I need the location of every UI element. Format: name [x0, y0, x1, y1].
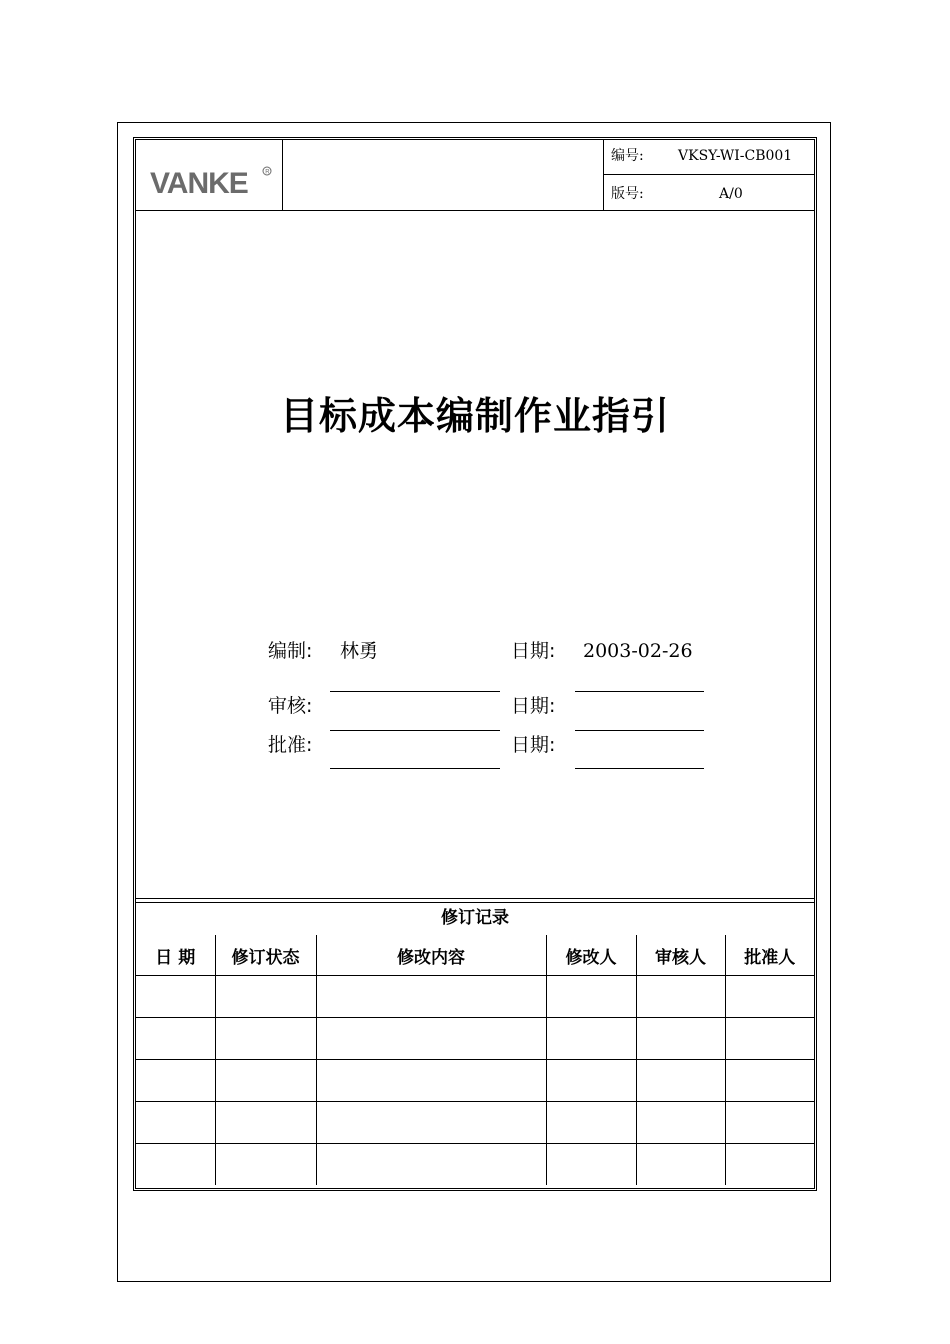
col-header-modified-by: 修改人	[546, 935, 636, 976]
prepared-date-label: 日期:	[511, 640, 556, 662]
table-cell	[636, 1060, 725, 1102]
revision-divider-bottom	[136, 902, 814, 903]
table-cell	[546, 1144, 636, 1186]
table-cell	[215, 1144, 316, 1186]
table-cell	[136, 1018, 215, 1060]
table-cell	[725, 1060, 814, 1102]
revision-record-title: 修订记录	[441, 908, 509, 928]
prepared-date-value: 2003-02-26	[583, 640, 693, 662]
approved-name-underline	[330, 768, 500, 769]
approved-date-underline	[575, 768, 704, 769]
reviewed-name-underline	[330, 730, 500, 731]
table-cell	[636, 1102, 725, 1144]
header-bottom-rule	[136, 210, 814, 211]
table-cell	[215, 976, 316, 1018]
table-cell	[136, 1144, 215, 1186]
revision-divider-top	[136, 898, 814, 899]
approved-by-label: 批准:	[268, 734, 313, 756]
svg-text:VANKE: VANKE	[150, 167, 248, 198]
table-cell	[546, 1102, 636, 1144]
table-row	[136, 1018, 814, 1060]
doc-number-label: 编号:	[611, 148, 644, 164]
table-cell	[636, 1144, 725, 1186]
table-cell	[725, 1102, 814, 1144]
col-header-reviewed-by: 审核人	[636, 935, 725, 976]
doc-number-value: VKSY-WI-CB001	[678, 148, 793, 164]
table-cell	[136, 1060, 215, 1102]
table-cell	[546, 1060, 636, 1102]
table-cell	[136, 976, 215, 1018]
table-cell	[215, 1018, 316, 1060]
col-header-approved-by: 批准人	[725, 935, 814, 976]
version-label: 版号:	[611, 186, 644, 202]
prepared-name-underline	[330, 691, 500, 692]
revision-table-header-row	[136, 935, 814, 976]
table-cell	[316, 1102, 546, 1144]
col-header-change-content: 修改内容	[316, 935, 546, 976]
table-cell	[316, 976, 546, 1018]
table-cell	[316, 1144, 546, 1186]
vanke-logo	[150, 164, 275, 198]
table-cell	[725, 1018, 814, 1060]
col-header-date: 日 期	[136, 935, 215, 976]
reviewed-by-label: 审核:	[268, 695, 313, 717]
version-value: A/0	[719, 186, 743, 202]
reviewed-date-underline	[575, 730, 704, 731]
approved-date-label: 日期:	[511, 734, 556, 756]
table-row	[136, 1102, 814, 1144]
table-cell	[725, 1144, 814, 1186]
prepared-by-label: 编制:	[268, 640, 313, 662]
table-cell	[725, 976, 814, 1018]
table-cell	[215, 1102, 316, 1144]
table-cell	[316, 1060, 546, 1102]
header-divider-logo	[282, 140, 283, 210]
header-divider-fields	[603, 140, 604, 210]
table-row	[136, 976, 814, 1018]
table-cell	[136, 1102, 215, 1144]
col-header-revision-status: 修订状态	[215, 935, 316, 976]
table-cell	[636, 1018, 725, 1060]
table-row	[136, 1144, 814, 1186]
document-title: 目标成本编制作业指引	[279, 394, 670, 438]
table-cell	[316, 1018, 546, 1060]
table-cell	[546, 1018, 636, 1060]
revision-table	[136, 935, 814, 1185]
svg-text:R: R	[265, 169, 270, 176]
table-cell	[215, 1060, 316, 1102]
reviewed-date-label: 日期:	[511, 695, 556, 717]
table-cell	[636, 976, 725, 1018]
prepared-date-underline	[575, 691, 704, 692]
table-row	[136, 1060, 814, 1102]
table-cell	[546, 976, 636, 1018]
prepared-by-name: 林勇	[340, 640, 379, 662]
header-field-rule	[603, 174, 814, 175]
